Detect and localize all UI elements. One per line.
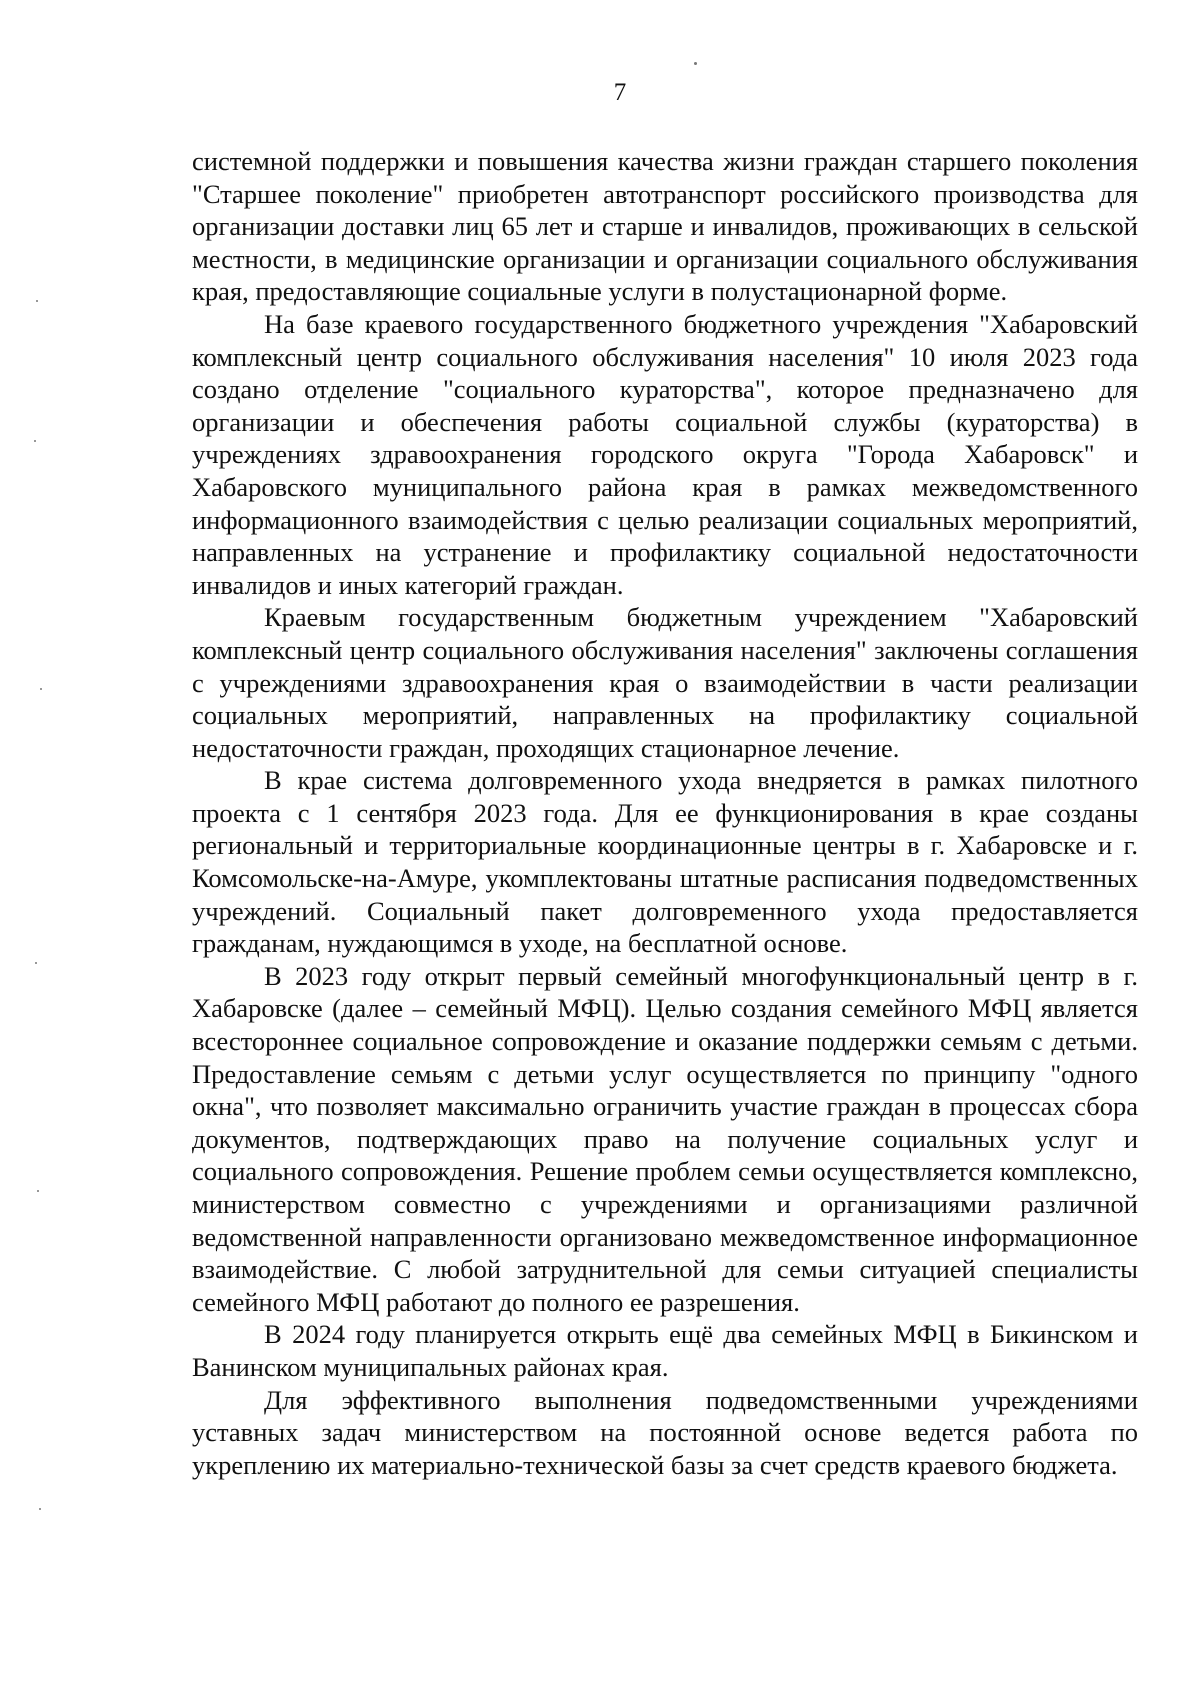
paragraph-transport: системной поддержки и повышения качества жизни граждан старшего поколения "Старшее поколение" приобретен автотранспорт российского производства для организации доставки лиц 65 лет и старше и инвалидов, проживающих в сельской местности, в медицинские организации и организации социального обслуживания края, предоставляющие социальные услуги в полустационарной форме. [192, 146, 1138, 307]
paragraph-curatorship: На базе краевого государственного бюджетного учреждения "Хабаровский комплексный центр социального обслуживания населения" 10 июля 2023 года создано отделение "социального кураторства", которое предназначено для организации и обеспечения работы социальной службы (кураторства) в учреждениях здравоохранения городского округа "Города Хабаровск" и Хабаровского муниципального района края в рамках межведомственного информационного взаимодействия с целью реализации социальных мероприятий, направленных на устранение и профилактику социальной недостаточности инвалидов и иных категорий граждан. [192, 308, 1138, 600]
paragraph-long-term-care: В крае система долговременного ухода внедряется в рамках пилотного проекта с 1 сентября 2023 года. Для ее функционирования в крае созданы региональный и территориальные координационные центры в г. Хабаровске и г. Комсомольске-на-Амуре, укомплектованы штатные расписания подведомственных учреждений. Социальный пакет долговременного ухода предоставляется гражданам, нуждающимся в уходе, на бесплатной основе. [192, 765, 1138, 959]
scan-speck [694, 62, 697, 65]
scan-speck [37, 1190, 39, 1192]
page-number: 7 [613, 79, 627, 106]
paragraph-agreements: Краевым государственным бюджетным учреждением "Хабаровский комплексный центр социального обслуживания населения" заключены соглашения с учреждениями здравоохранения края о взаимодействии в части реализации социальных мероприятий, направленных на профилактику социальной недостаточности граждан, проходящих стационарное лечение. [192, 602, 1138, 763]
scan-speck [39, 1508, 41, 1510]
scan-speck [34, 440, 36, 442]
document-body [192, 145, 1138, 1481]
paragraph-family-mfc: В 2023 году открыт первый семейный многофункциональный центр в г. Хабаровске (далее – семейный МФЦ). Целью создания семейного МФЦ является всестороннее социальное сопровождение и оказание поддержки семьям с детьми. Предоставление семьям с детьми услуг осуществляется по принципу "одного окна", что позволяет максимально ограничить участие граждан в процессах сбора документов, подтверждающих право на получение социальных услуг и социального сопровождения. Решение проблем семьи осуществляется комплексно, министерством совместно с учреждениями и организациями различной ведомственной направленности организовано межведомственное информационное взаимодействие. С любой затруднительной для семьи ситуацией специалисты семейного МФЦ работают до полного ее разрешения. [192, 960, 1138, 1317]
paragraph-mfc-2024: В 2024 году планируется открыть ещё два семейных МФЦ в Бикинском и Ванинском муниципальных районах края. [192, 1319, 1138, 1382]
scan-speck [35, 962, 37, 964]
paragraph-material-base: Для эффективного выполнения подведомственными учреждениями уставных задач министерством на постоянной основе ведется работа по укреплению их материально-технической базы за счет средств краевого бюджета. [192, 1384, 1138, 1480]
scan-speck [40, 688, 42, 690]
scan-speck [36, 300, 38, 302]
